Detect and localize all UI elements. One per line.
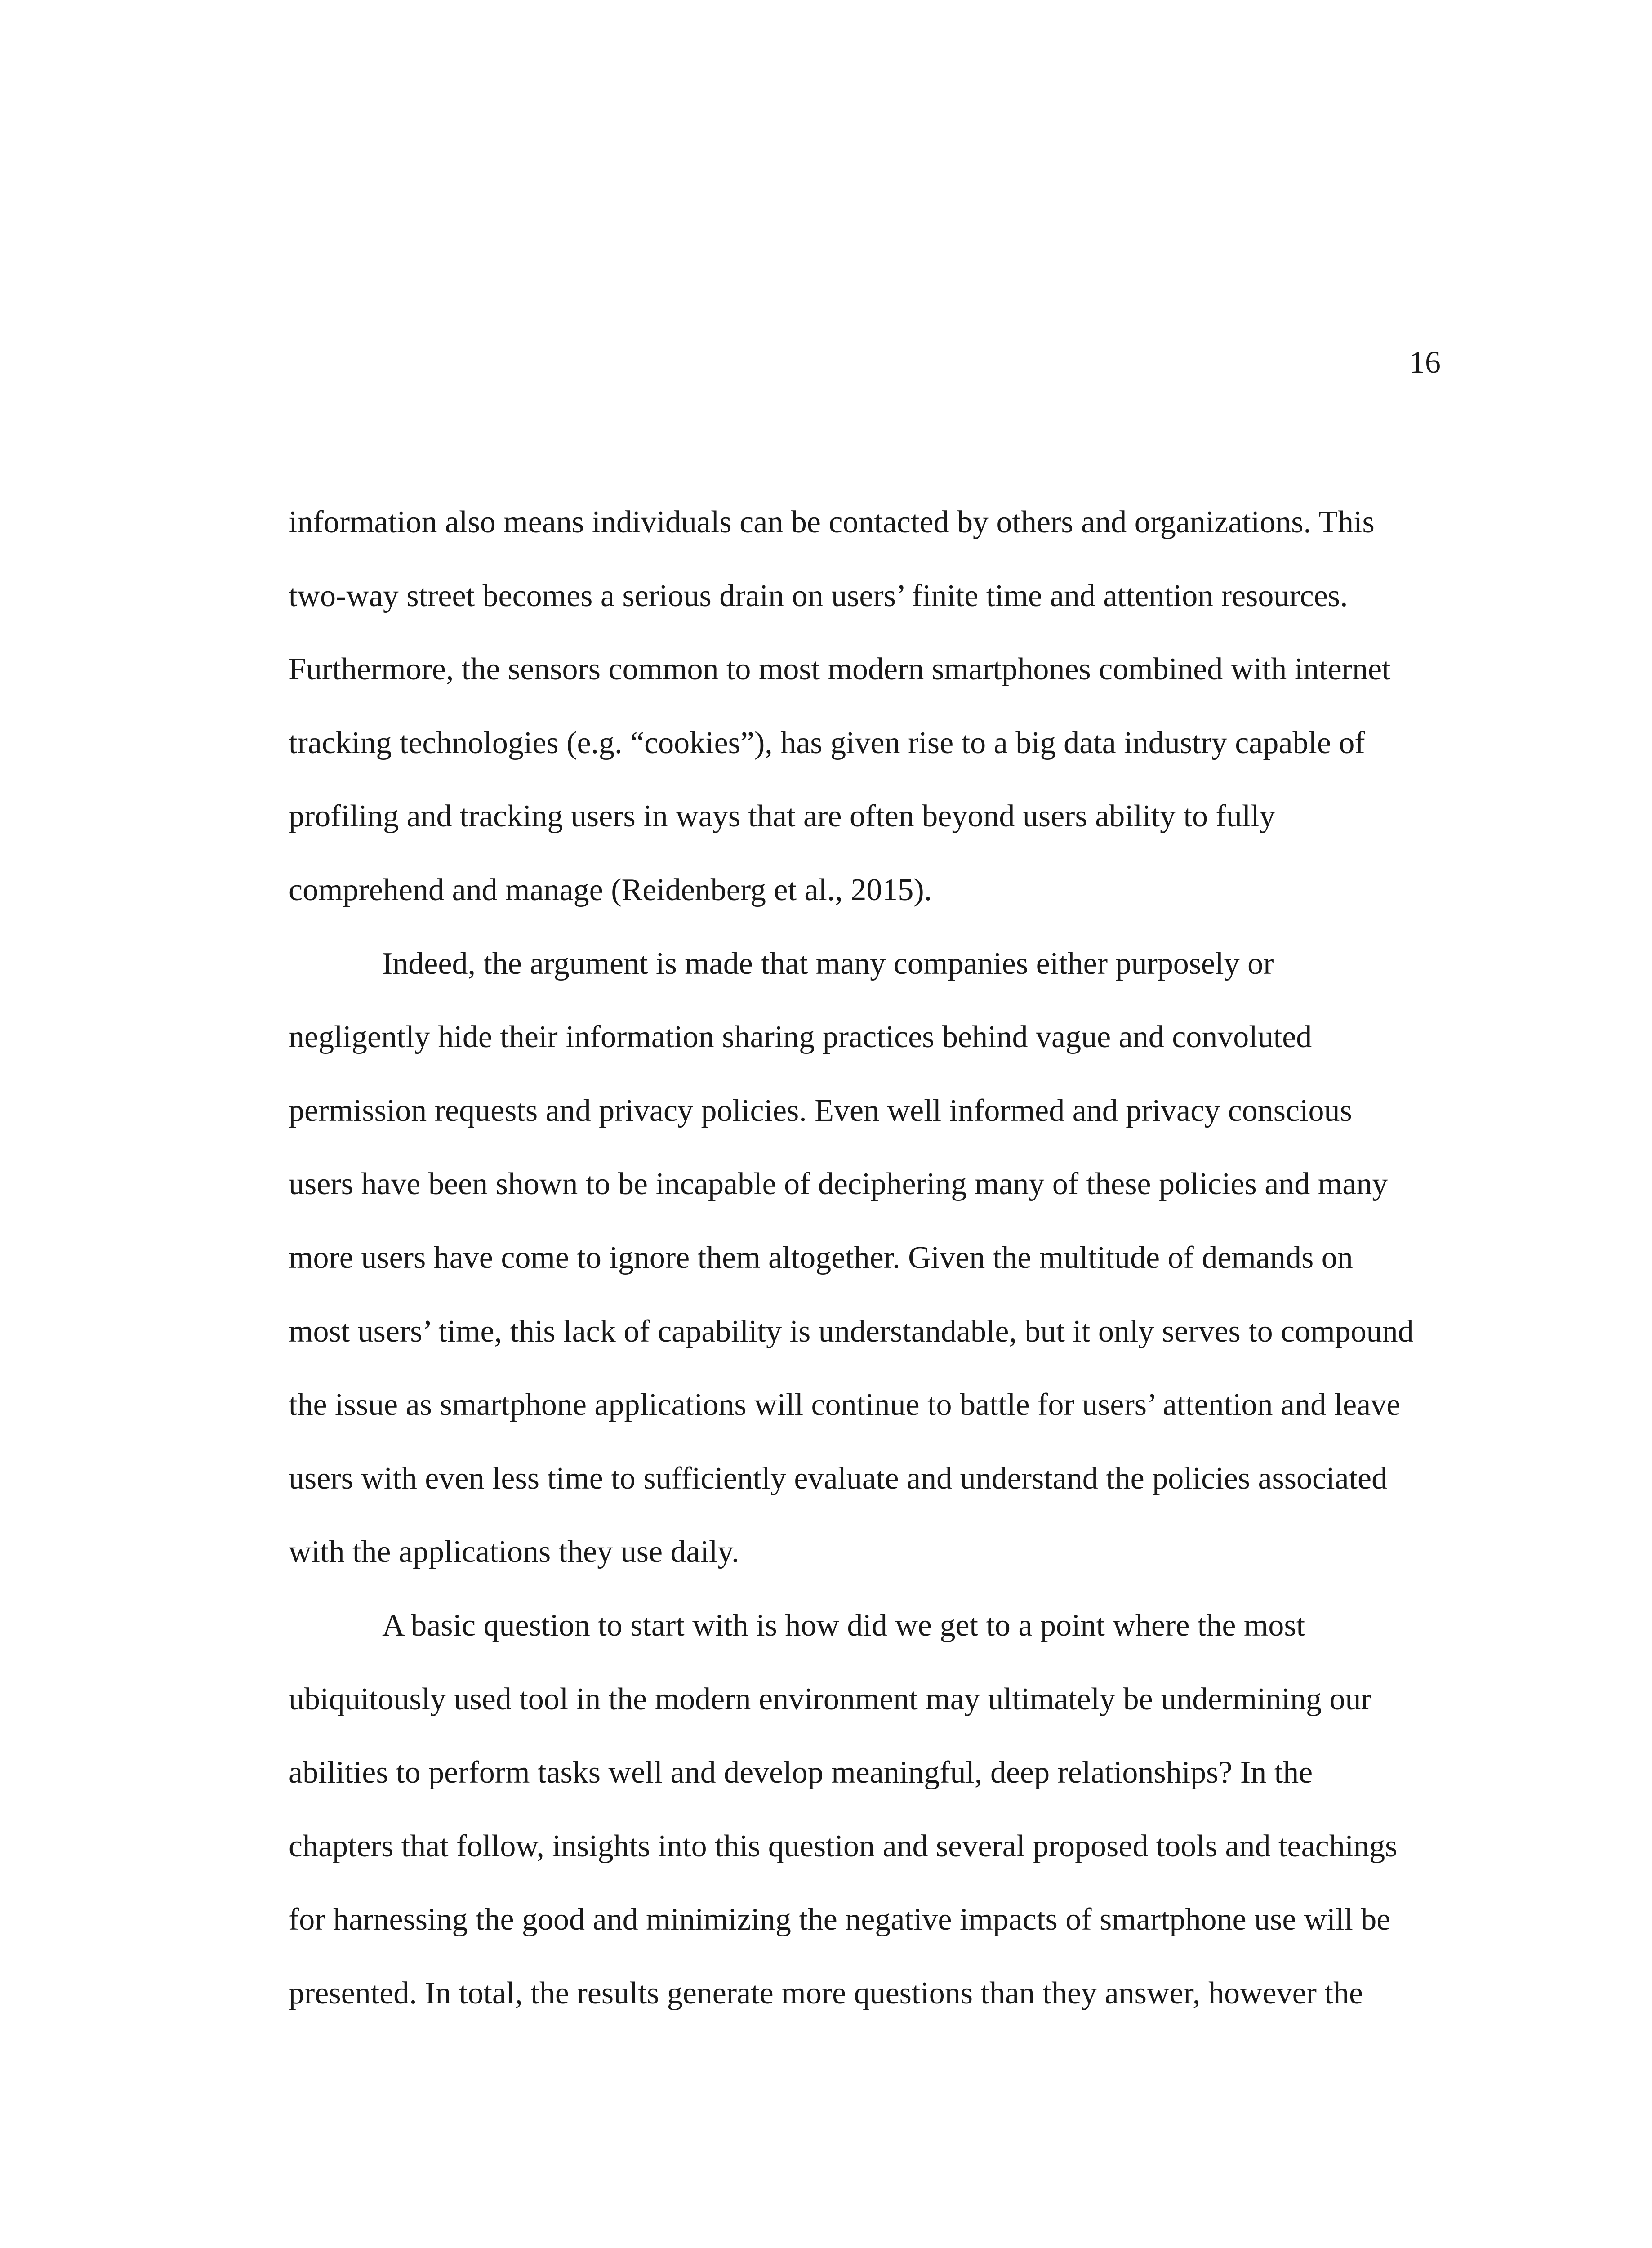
- text-line: users with even less time to sufficiently evaluate and understand the policies associated: [289, 1461, 1388, 1496]
- text-line: most users’ time, this lack of capability is understandable, but it only serves to compound: [289, 1314, 1414, 1349]
- text-line: A basic question to start with is how did we get to a point where the most: [382, 1608, 1305, 1643]
- text-line: profiling and tracking users in ways that are often beyond users ability to fully: [289, 799, 1275, 834]
- text-line: information also means individuals can be contacted by others and organizations. This: [289, 505, 1375, 540]
- page-number: 16: [1409, 345, 1441, 380]
- document-body: [289, 486, 1448, 2030]
- text-line: more users have come to ignore them altogether. Given the multitude of demands on: [289, 1240, 1353, 1275]
- text-line: chapters that follow, insights into this question and several proposed tools and teachings: [289, 1829, 1398, 1864]
- text-line: users have been shown to be incapable of deciphering many of these policies and many: [289, 1167, 1388, 1202]
- text-line: the issue as smartphone applications will continue to battle for users’ attention and leave: [289, 1387, 1401, 1423]
- text-line: negligently hide their information sharing practices behind vague and convoluted: [289, 1020, 1312, 1055]
- text-line: for harnessing the good and minimizing the negative impacts of smartphone use will be: [289, 1902, 1391, 1937]
- text-line: tracking technologies (e.g. “cookies”), has given rise to a big data industry capable of: [289, 725, 1365, 760]
- text-line: presented. In total, the results generate more questions than they answer, however the: [289, 1976, 1363, 2011]
- text-line: Furthermore, the sensors common to most modern smartphones combined with internet: [289, 652, 1391, 687]
- text-line: with the applications they use daily.: [289, 1534, 739, 1570]
- text-line: permission requests and privacy policies. Even well informed and privacy conscious: [289, 1093, 1352, 1128]
- text-line: Indeed, the argument is made that many companies either purposely or: [382, 946, 1274, 981]
- text-line: comprehend and manage (Reidenberg et al., 2015).: [289, 872, 932, 907]
- text-line: abilities to perform tasks well and develop meaningful, deep relationships? In the: [289, 1755, 1313, 1790]
- text-line: ubiquitously used tool in the modern environment may ultimately be undermining our: [289, 1682, 1371, 1717]
- text-line: two-way street becomes a serious drain on users’ finite time and attention resources.: [289, 578, 1348, 613]
